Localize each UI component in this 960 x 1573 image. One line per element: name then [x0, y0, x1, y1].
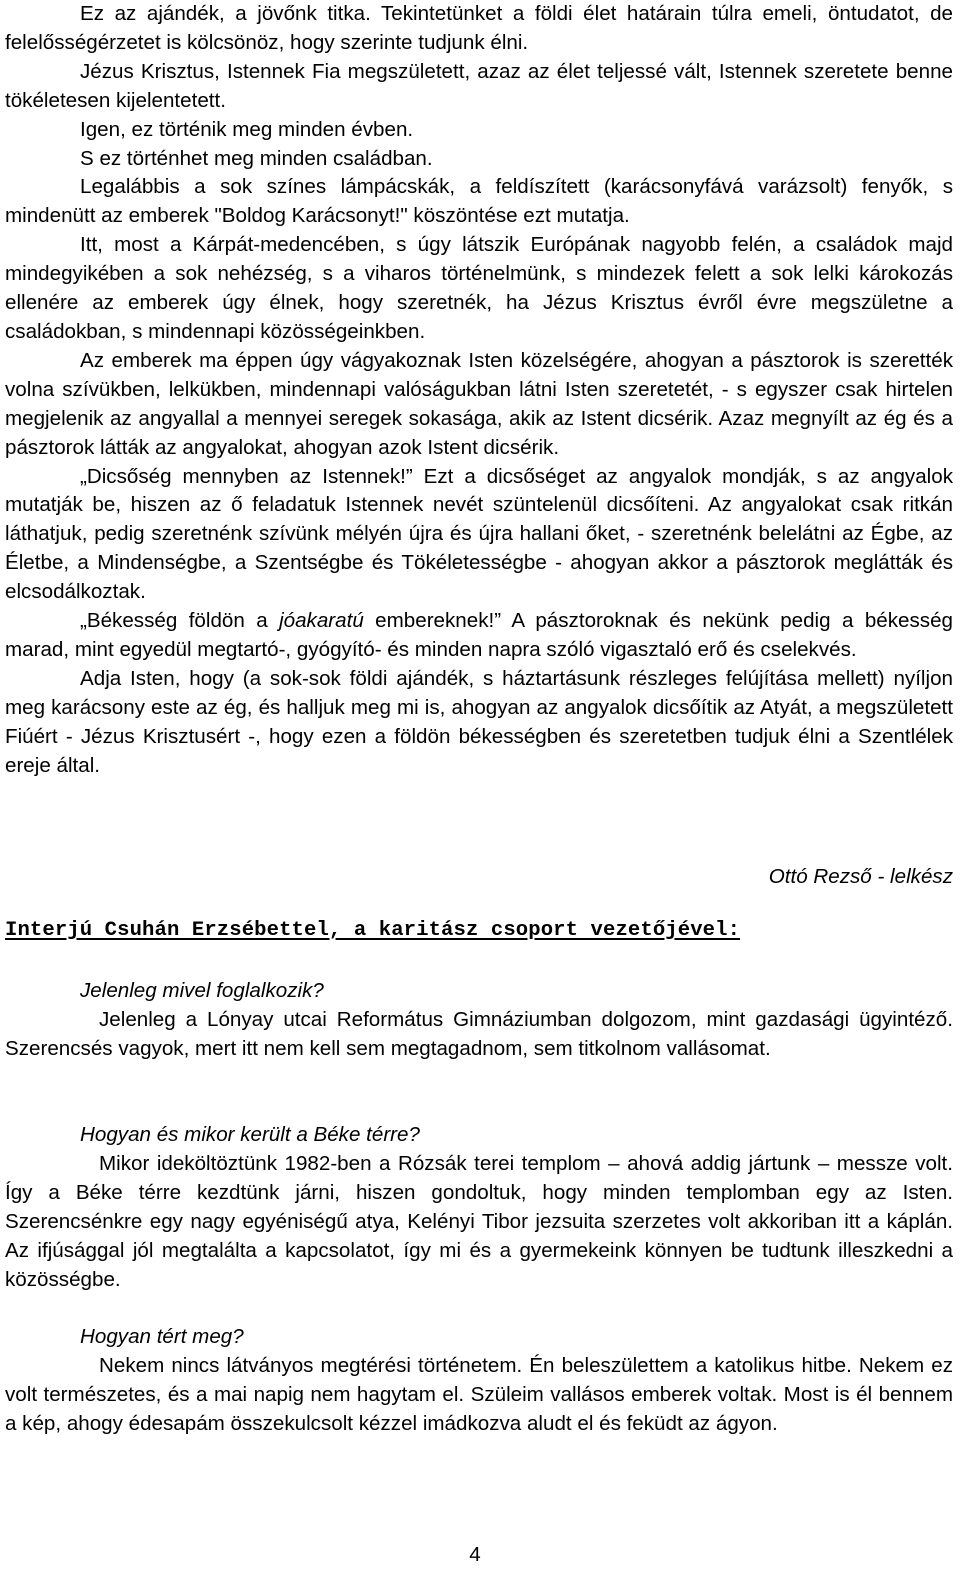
interview-answer: Nekem nincs látványos megtérési történetem. Én beleszülettem a katolikus hitbe. Nekem ez volt természetes, és a mai napig nem hagytam el. Szüleim vallásos emberek voltak. Most is él bennem a kép, ahogy édesapám összekulcsolt kézzel imádkozva aludt el és feküdt az ágyon.	[5, 1353, 953, 1435]
paragraph-blessing: Adja Isten, hogy (a sok-sok földi ajándék, s háztartásunk részleges felújítása mellett) nyíljon meg karácsony este az ég, és halljuk meg mi is, ahogyan az angyalok dicsőítik az Atyát, a megszületett Fiúért - Jézus Krisztusért -, hogy ezen a földön békességben és szeretetben tudjuk élni a Szentlélek ereje által.	[5, 666, 953, 777]
peace-quote-rest: embereknek!” A pásztoroknak és nekünk pedig a békesség marad, mint egyedül megtartó-, gyógyító- és minden napra szóló vigasztaló erő és cselekvés.	[5, 609, 953, 661]
interview-qa-3	[5, 1323, 953, 1439]
paragraph-gift: Ez az ajándék, a jövőnk titka. Tekintetünket a földi élet határain túlra emeli, öntudatot, de felelősségérzetet is kölcsönöz, hogy szerinte tudjunk élni.	[5, 2, 953, 54]
interview-qa-1	[5, 977, 953, 1064]
interview-question: Jelenleg mivel foglalkozik?	[80, 979, 324, 1002]
paragraph-peace	[5, 607, 953, 665]
paragraph-glory: „Dicsőség mennyben az Istennek!” Ezt a dicsőséget az angyalok mondják, s az angyalok mutatják be, hiszen az ő feladatuk Istennek nevét szüntelenül dicsőíteni. Az angyalokat csak ritkán láthatjuk, pedig szeretnénk szívünk mélyén újra és újra hallani őket, - szeretnénk belelátni az Égbe, az Életbe, a Mindenségbe, a Szentségbe és Tökéletességbe - ahogyan akkor a pásztorok meglátták és elcsodálkoztak.	[5, 464, 953, 604]
peace-quote-start: „Békesség földön a	[80, 609, 280, 633]
interview-answer: Mikor ideköltöztünk 1982-ben a Rózsák terei templom – ahová addig jártunk – messze volt. Így a Béke térre kezdtünk járni, hiszen gondoltuk, hogy minden templomban egy az Isten. Szerencsénkre egy nagy egyéniségű atya, Kelényi Tibor jezsuita szerzetes volt akkoriban itt a káplán. Az ifjúsággal jól megtalálta a kapcsolatot, így mi és a gyermekeink könnyen be tudtunk illeszkedni a közösségbe.	[5, 1151, 953, 1291]
peace-quote-italic: jóakaratú	[279, 609, 364, 633]
interview-qa-2	[5, 1121, 953, 1294]
paragraph-jesus-born: Jézus Krisztus, Istennek Fia megszületett, azaz az élet teljessé vált, Istennek szeretete benne tökéletesen kijelentetett.	[5, 59, 953, 112]
interview-question: Hogyan tért meg?	[80, 1325, 244, 1348]
paragraph-lamps: Legalábbis a sok színes lámpácskák, a feldíszített (karácsonyfává varázsolt) fenyők, s mindenütt az emberek "Boldog Karácsonyt!" köszöntése ezt mutatja.	[5, 175, 953, 228]
author-signature: Ottó Rezső - lelkész	[768, 865, 953, 888]
article-text	[5, 0, 953, 780]
interview-heading: Interjú Csuhán Erzsébettel, a karitász csoport vezetőjével:	[5, 919, 741, 942]
paragraph-carpathian: Itt, most a Kárpát-medencében, s úgy látszik Európának nagyobb felén, a családok majd mindegyikében a sok nehézség, s a viharos történelmünk, s mindezek felett a sok lelki károkozás ellenére az emberek úgy élnek, hogy szeretnék, ha Jézus Krisztus évről évre megszületne a családokban, s mindennapi közösségeinkben.	[5, 233, 953, 343]
interview-answer: Jelenleg a Lónyay utcai Református Gimnáziumban dolgozom, mint gazdasági ügyintéző. Szerencsés vagyok, mert itt nem kell sem megtagadnom, sem titkolnom vallásomat.	[5, 1007, 953, 1060]
interview-question: Hogyan és mikor került a Béke térre?	[80, 1123, 420, 1146]
paragraph-shepherds: Az emberek ma éppen úgy vágyakoznak Isten közelségére, ahogyan a pásztorok is szerették volna szívükben, lelkükben, mindennapi valóságukban látni Isten szeretetét, - s egyszer csak hirtelen megjelenik az angyallal a mennyei seregek sokasága, akik az Istent dicsérik. Azaz megnyílt az ég és a pásztorok látták az angyalokat, ahogyan azok Istent dicsérik.	[5, 348, 953, 459]
page-number: 4	[469, 1543, 481, 1566]
paragraph-every-family: S ez történhet meg minden családban.	[80, 146, 433, 170]
paragraph-every-year: Igen, ez történik meg minden évben.	[80, 117, 414, 141]
